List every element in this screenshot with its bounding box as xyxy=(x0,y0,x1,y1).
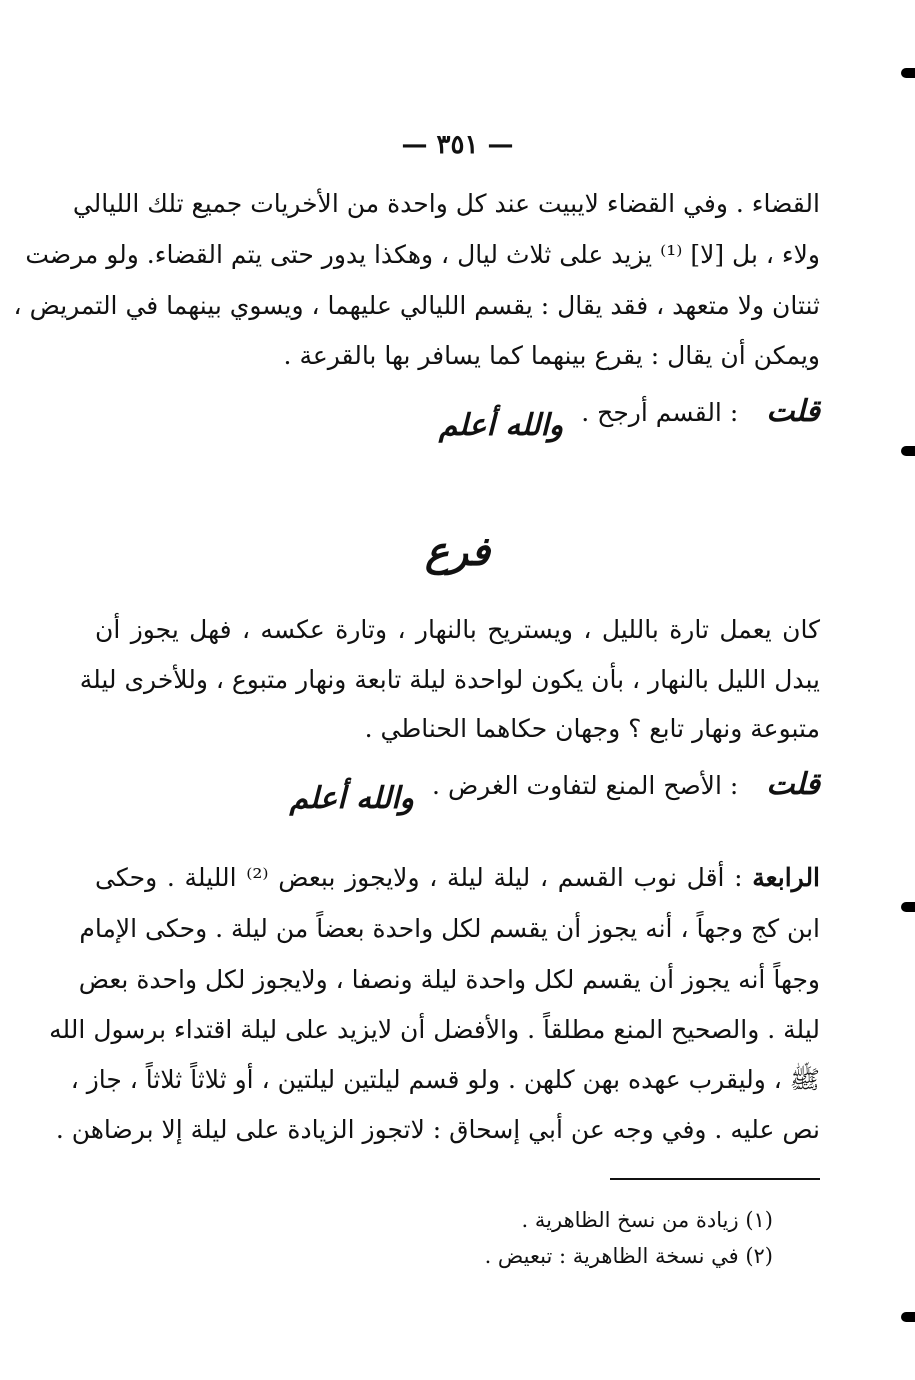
qult-statement xyxy=(289,765,820,816)
qult-keyword: قلت xyxy=(766,394,820,429)
qult-keyword: قلت xyxy=(766,767,820,802)
text-span: : أقل نوب القسم ، ليلة ليلة ، ولايجوز ببعض ⁽²⁾ الليلة . وحكى xyxy=(95,863,743,892)
text-line: ﷺ ، وليقرب عهده بهن كلهن . ولو قسم ليلتين ليلتين ، أو ثلاثاً ثلاثاً ، جاز ، xyxy=(70,1065,820,1094)
text-line: يبدل الليل بالنهار ، بأن يكون لواحدة ليلة تابعة ونهار متبوع ، وللأخرى ليلة xyxy=(79,665,820,694)
text-line: القضاء . وفي القضاء لايبيت عند كل واحدة من الأخريات جميع تلك الليالي xyxy=(72,189,820,218)
text-line: متبوعة ونهار تابع ؟ وجهان حكاهما الحناطي . xyxy=(364,714,820,743)
text-line: ولاء ، بل [لا] ⁽¹⁾ يزيد على ثلاث ليال ، وهكذا يدور حتى يتم القضاء. ولو مرضت xyxy=(25,240,820,269)
footnote-divider xyxy=(610,1178,820,1180)
edge-mark xyxy=(901,1312,915,1322)
text-line xyxy=(95,862,820,894)
closing-phrase: والله أعلم xyxy=(289,781,415,816)
qult-text: : القسم أرجح . xyxy=(581,398,739,427)
text-line: ثنتان ولا متعهد ، فقد يقال : يقسم الليالي عليهما ، ويسوي بينهما في التمريض ، xyxy=(13,291,820,320)
qult-statement xyxy=(438,392,820,443)
edge-mark xyxy=(901,68,915,78)
text-line: ابن كج وجهاً ، أنه يجوز أن يقسم لكل واحدة بعضاً من ليلة . وحكى الإمام xyxy=(79,914,820,943)
footnote: (٢) في نسخة الظاهرية : تبعيض . xyxy=(484,1244,773,1268)
closing-phrase: والله أعلم xyxy=(438,408,564,443)
text-line: ويمكن أن يقال : يقرع بينهما كما يسافر بها بالقرعة . xyxy=(283,341,820,370)
edge-mark xyxy=(901,902,915,912)
edge-mark xyxy=(901,446,915,456)
section-heading: فرع xyxy=(424,528,491,575)
text-line: نص عليه . وفي وجه عن أبي إسحاق : لاتجوز الزيادة على ليلة إلا برضاهن . xyxy=(55,1115,820,1144)
page-number: — ٣٥١ — xyxy=(401,130,514,160)
text-line: كان يعمل تارة بالليل ، ويستريح بالنهار ، وتارة عكسه ، فهل يجوز أن xyxy=(95,615,820,644)
text-line: وجهاً أنه يجوز أن يقسم لكل واحدة ليلة ونصفا ، ولايجوز لكل واحدة بعض xyxy=(78,965,820,994)
qult-text: : الأصح المنع لتفاوت الغرض . xyxy=(432,771,739,800)
footnote: (١) زيادة من نسخ الظاهرية . xyxy=(521,1208,773,1232)
text-line: ليلة . والصحيح المنع مطلقاً . والأفضل أن لايزيد على ليلة اقتداء برسول الله xyxy=(49,1015,820,1044)
paragraph-lead: الرابعة xyxy=(752,863,821,892)
